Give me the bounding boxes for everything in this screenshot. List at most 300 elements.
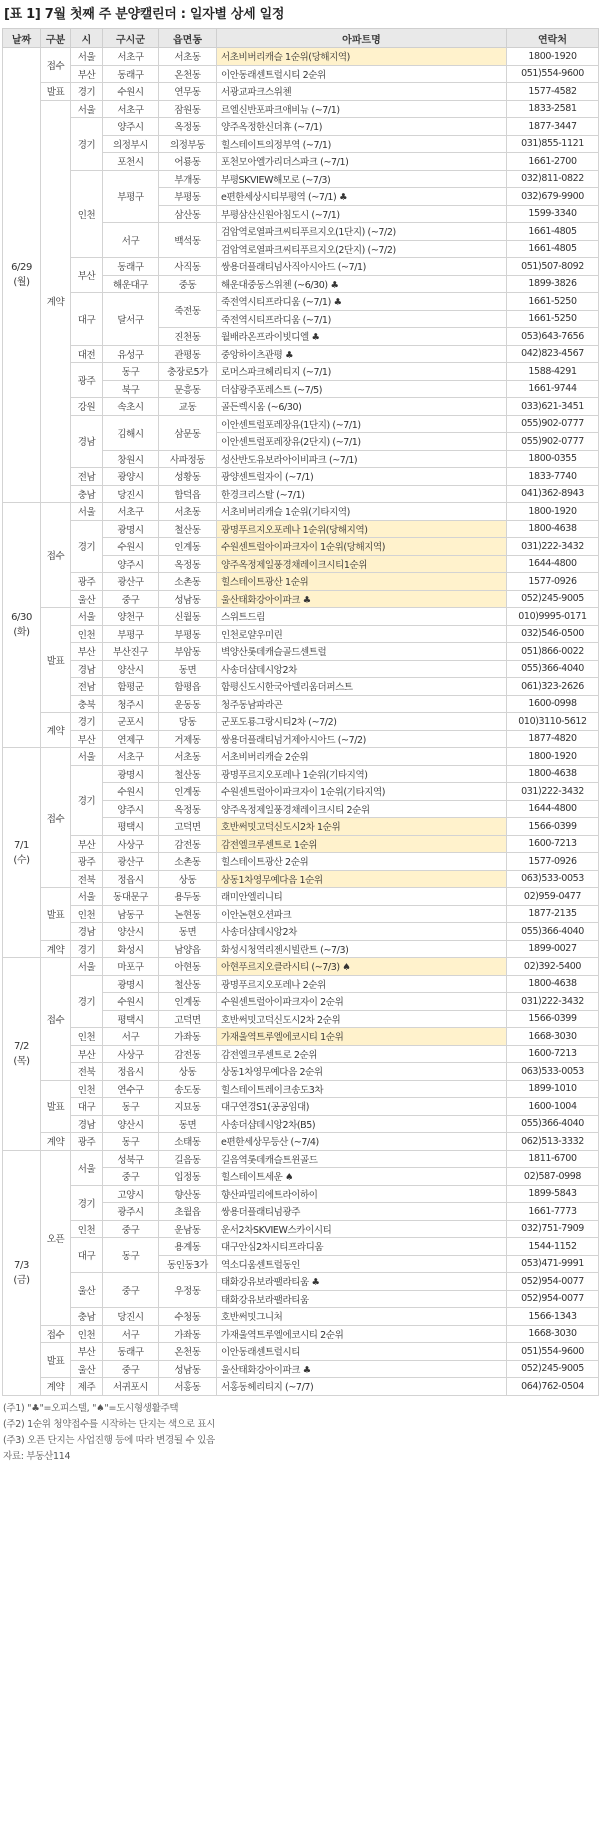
city-cell: 인천 (71, 1028, 103, 1046)
table-row (3, 1028, 599, 1046)
town-cell: 서홍동 (159, 1378, 217, 1396)
apartment-cell: 태화강유보라팰라티움 ♣ (217, 1273, 507, 1291)
district-cell: 동구 (103, 1133, 159, 1151)
apartment-cell: 대구안심2차시티프라디움 (217, 1238, 507, 1256)
contact-cell: 1600-7213 (507, 835, 599, 853)
town-cell: 송도동 (159, 1080, 217, 1098)
town-cell: 연무동 (159, 83, 217, 101)
table-row (3, 643, 599, 661)
contact-cell: 1877-2135 (507, 905, 599, 923)
town-cell: 합덕읍 (159, 485, 217, 503)
contact-cell: 1877-3447 (507, 118, 599, 136)
contact-cell: 02)959-0477 (507, 888, 599, 906)
town-cell: 감전동 (159, 835, 217, 853)
contact-cell: 063)533-0053 (507, 1063, 599, 1081)
city-cell: 광주 (71, 573, 103, 591)
contact-cell: 1800-1920 (507, 503, 599, 521)
contact-cell: 031)222-3432 (507, 538, 599, 556)
town-cell: 남양읍 (159, 940, 217, 958)
contact-cell: 1644-4800 (507, 555, 599, 573)
town-cell: 운동동 (159, 695, 217, 713)
district-cell: 동래구 (103, 1343, 159, 1361)
apartment-cell: 중앙하이츠관평 ♣ (217, 345, 507, 363)
apartment-cell: 역소디움센트럴동인 (217, 1255, 507, 1273)
category-cell: 오픈 (41, 1150, 71, 1325)
city-cell: 전북 (71, 1063, 103, 1081)
apartment-cell: 서초비버리캐슬 1순위(당해지역) (217, 48, 507, 66)
contact-cell: 1566-0399 (507, 1010, 599, 1028)
col-header: 읍면동 (159, 29, 217, 48)
town-cell: 논현동 (159, 905, 217, 923)
district-cell: 수원시 (103, 83, 159, 101)
table-row (3, 608, 599, 626)
district-cell: 마포구 (103, 958, 159, 976)
table-row (3, 958, 599, 976)
city-cell: 서울 (71, 1150, 103, 1185)
city-cell: 전북 (71, 870, 103, 888)
town-cell: 소태동 (159, 1133, 217, 1151)
town-cell: 진천동 (159, 328, 217, 346)
contact-cell: 055)902-0777 (507, 415, 599, 433)
contact-cell: 1577-0926 (507, 853, 599, 871)
apartment-cell: 상동1차영무예다음 1순위 (217, 870, 507, 888)
table-row (3, 1325, 599, 1343)
apartment-cell: 이안논현오션파크 (217, 905, 507, 923)
table-row (3, 940, 599, 958)
contact-cell: 032)811-0822 (507, 170, 599, 188)
district-cell: 속초시 (103, 398, 159, 416)
district-cell: 양산시 (103, 660, 159, 678)
city-cell: 부산 (71, 643, 103, 661)
city-cell: 광주 (71, 363, 103, 398)
district-cell: 당진시 (103, 1308, 159, 1326)
contact-cell: 063)533-0053 (507, 870, 599, 888)
city-cell: 경남 (71, 923, 103, 941)
district-cell: 서초구 (103, 748, 159, 766)
contact-cell: 1644-4800 (507, 800, 599, 818)
town-cell: 사직동 (159, 258, 217, 276)
district-cell: 부평구 (103, 170, 159, 223)
town-cell: 문흥동 (159, 380, 217, 398)
contact-cell: 052)954-0077 (507, 1290, 599, 1308)
district-cell: 유성구 (103, 345, 159, 363)
apartment-cell: 태화강유보라팰라티움 (217, 1290, 507, 1308)
apartment-cell: 쌍용더플래티넘거제아시아드 (~7/2) (217, 730, 507, 748)
table-row (3, 100, 599, 118)
contact-cell: 02)587-0998 (507, 1168, 599, 1186)
town-cell: 초월읍 (159, 1203, 217, 1221)
town-cell: 옥정동 (159, 555, 217, 573)
city-cell: 경남 (71, 1115, 103, 1133)
apartment-cell: e편한세상시티부평역 (~7/1) ♣ (217, 188, 507, 206)
contact-cell: 1811-6700 (507, 1150, 599, 1168)
town-cell: 충장로5가 (159, 363, 217, 381)
contact-cell: 1800-4638 (507, 765, 599, 783)
district-cell: 연제구 (103, 730, 159, 748)
table-row (3, 468, 599, 486)
town-cell: 동인동3가 (159, 1255, 217, 1273)
category-cell: 계약 (41, 100, 71, 503)
table-row (3, 293, 599, 311)
contact-cell: 1544-1152 (507, 1238, 599, 1256)
table-row (3, 83, 599, 101)
table-row (3, 835, 599, 853)
category-cell: 계약 (41, 713, 71, 748)
town-cell: 백석동 (159, 223, 217, 258)
apartment-cell: 검암역로열파크씨티푸르지오(2단지) (~7/2) (217, 240, 507, 258)
table-row (3, 853, 599, 871)
town-cell: 동면 (159, 1115, 217, 1133)
apartment-cell: 서홍동헤리티지 (~7/7) (217, 1378, 507, 1396)
apartment-cell: 힐스테이트광산 1순위 (217, 573, 507, 591)
contact-cell: 061)323-2626 (507, 678, 599, 696)
table-row (3, 1150, 599, 1168)
apartment-cell: 죽전역시티프라디움 (~7/1) ♣ (217, 293, 507, 311)
district-cell: 중구 (103, 1360, 159, 1378)
contact-cell: 053)471-9991 (507, 1255, 599, 1273)
apartment-cell: 서초비버리캐슬 1순위(기타지역) (217, 503, 507, 521)
contact-cell: 1661-2700 (507, 153, 599, 171)
city-cell: 전남 (71, 468, 103, 486)
town-cell: 삼문동 (159, 415, 217, 450)
apartment-cell: 화성시청역리젠시빌란트 (~7/3) (217, 940, 507, 958)
contact-cell: 055)366-4040 (507, 660, 599, 678)
city-cell: 제주 (71, 1378, 103, 1396)
contact-cell: 062)513-3332 (507, 1133, 599, 1151)
district-cell: 서귀포시 (103, 1378, 159, 1396)
contact-cell: 1599-3340 (507, 205, 599, 223)
town-cell: 소촌동 (159, 853, 217, 871)
table-row (3, 625, 599, 643)
table-row (3, 923, 599, 941)
table-row (3, 888, 599, 906)
apartment-cell: 수원센트럴아이파크자이 1순위(당해지역) (217, 538, 507, 556)
city-cell: 경기 (71, 118, 103, 171)
contact-cell: 1600-1004 (507, 1098, 599, 1116)
table-row (3, 573, 599, 591)
apartment-cell: 양주옥정한신더휴 (~7/1) (217, 118, 507, 136)
district-cell: 수원시 (103, 993, 159, 1011)
town-cell: 서초동 (159, 503, 217, 521)
header-row (3, 29, 599, 48)
town-cell: 인계동 (159, 993, 217, 1011)
town-cell: 동면 (159, 923, 217, 941)
category-cell: 접수 (41, 503, 71, 608)
contact-cell: 051)554-9600 (507, 65, 599, 83)
town-cell: 지묘동 (159, 1098, 217, 1116)
district-cell: 수원시 (103, 538, 159, 556)
city-cell: 대구 (71, 1238, 103, 1273)
table-row (3, 765, 599, 783)
district-cell: 서구 (103, 223, 159, 258)
contact-cell: 1661-4805 (507, 223, 599, 241)
apartment-cell: 아현푸르지오클라시티 (~7/3) ♠ (217, 958, 507, 976)
town-cell: 철산동 (159, 975, 217, 993)
district-cell: 동래구 (103, 258, 159, 276)
district-cell: 동대문구 (103, 888, 159, 906)
town-cell: 옥정동 (159, 800, 217, 818)
apartment-cell: 힐스테이트세운 ♠ (217, 1168, 507, 1186)
district-cell: 사상구 (103, 1045, 159, 1063)
district-cell: 중구 (103, 1168, 159, 1186)
city-cell: 서울 (71, 748, 103, 766)
apartment-cell: 골든렉시움 (~6/30) (217, 398, 507, 416)
district-cell: 수원시 (103, 783, 159, 801)
apartment-cell: 해운대중동스위첸 (~6/30) ♣ (217, 275, 507, 293)
city-cell: 경남 (71, 415, 103, 468)
district-cell: 포천시 (103, 153, 159, 171)
city-cell: 충북 (71, 695, 103, 713)
town-cell: 옥정동 (159, 118, 217, 136)
apartment-cell: 더샵광주포레스트 (~7/5) (217, 380, 507, 398)
city-cell: 서울 (71, 503, 103, 521)
category-cell: 접수 (41, 958, 71, 1081)
apartment-cell: 이안동래센트럴시티 (217, 1343, 507, 1361)
apartment-cell: 월배라온프라이빗디엘 ♣ (217, 328, 507, 346)
town-cell: 거제동 (159, 730, 217, 748)
contact-cell: 032)751-7909 (507, 1220, 599, 1238)
contact-cell: 1833-2581 (507, 100, 599, 118)
table-row (3, 590, 599, 608)
category-cell: 접수 (41, 48, 71, 83)
table-row (3, 170, 599, 188)
contact-cell: 031)222-3432 (507, 993, 599, 1011)
city-cell: 인천 (71, 1080, 103, 1098)
city-cell: 경기 (71, 1185, 103, 1220)
contact-cell: 1800-4638 (507, 975, 599, 993)
table-row (3, 1080, 599, 1098)
city-cell: 전남 (71, 678, 103, 696)
contact-cell: 033)621-3451 (507, 398, 599, 416)
town-cell: 잠원동 (159, 100, 217, 118)
apartment-cell: 인천로얄우미린 (217, 625, 507, 643)
town-cell: 우정동 (159, 1273, 217, 1308)
town-cell: 아현동 (159, 958, 217, 976)
district-cell: 서초구 (103, 503, 159, 521)
table-body (3, 48, 599, 1396)
contact-cell: 010)3110-5612 (507, 713, 599, 731)
contact-cell: 031)222-3432 (507, 783, 599, 801)
col-header: 시 (71, 29, 103, 48)
apartment-cell: 울산태화강아이파크 ♣ (217, 1360, 507, 1378)
col-header: 날짜 (3, 29, 41, 48)
city-cell: 인천 (71, 170, 103, 258)
town-cell: 감전동 (159, 1045, 217, 1063)
apartment-cell: 포천모아엘가리더스파크 (~7/1) (217, 153, 507, 171)
apartment-cell: 감전엘크루센트로 2순위 (217, 1045, 507, 1063)
district-cell: 의정부시 (103, 135, 159, 153)
district-cell: 평택시 (103, 1010, 159, 1028)
calendar-table (2, 28, 599, 1396)
table-title: [표 1] 7월 첫째 주 분양캘린더 : 일자별 상세 일정 (4, 7, 285, 22)
city-cell: 울산 (71, 1360, 103, 1378)
city-cell: 인천 (71, 625, 103, 643)
footnotes (3, 1401, 600, 1465)
town-cell: 중동 (159, 275, 217, 293)
apartment-cell: 사송더샵데시앙2차(B5) (217, 1115, 507, 1133)
district-cell: 광산구 (103, 573, 159, 591)
table-row (3, 520, 599, 538)
apartment-cell: 이안동래센트럴시티 2순위 (217, 65, 507, 83)
apartment-cell: e편한세상무등산 (~7/4) (217, 1133, 507, 1151)
district-cell: 양산시 (103, 923, 159, 941)
category-cell: 발표 (41, 1343, 71, 1378)
date-cell: 7/1 (수) (3, 748, 41, 958)
table-row (3, 1220, 599, 1238)
table-row (3, 415, 599, 433)
city-cell: 대전 (71, 345, 103, 363)
town-cell: 온천동 (159, 65, 217, 83)
contact-cell: 010)9995-0171 (507, 608, 599, 626)
contact-cell: 1661-7773 (507, 1203, 599, 1221)
town-cell: 온천동 (159, 1343, 217, 1361)
contact-cell: 1661-5250 (507, 310, 599, 328)
apartment-cell: 호반써밋고덕신도시2차 2순위 (217, 1010, 507, 1028)
apartment-cell: 양주옥정제일풍경채레이크시티1순위 (217, 555, 507, 573)
table-row (3, 398, 599, 416)
apartment-cell: 향산파밀리에트라이하이 (217, 1185, 507, 1203)
town-cell: 의정부동 (159, 135, 217, 153)
apartment-cell: 양주옥정제일풍경채레이크시티 2순위 (217, 800, 507, 818)
city-cell: 경기 (71, 713, 103, 731)
col-header: 구시군 (103, 29, 159, 48)
district-cell: 광명시 (103, 520, 159, 538)
town-cell: 고덕면 (159, 1010, 217, 1028)
apartment-cell: 로머스파크헤리티지 (~7/1) (217, 363, 507, 381)
town-cell: 삼산동 (159, 205, 217, 223)
town-cell: 가좌동 (159, 1325, 217, 1343)
footnote: (주2) 1순위 청약접수를 시작하는 단지는 색으로 표시 (3, 1418, 216, 1430)
col-header: 아파트명 (217, 29, 507, 48)
district-cell: 화성시 (103, 940, 159, 958)
contact-cell: 042)823-4567 (507, 345, 599, 363)
apartment-cell: 수원센트럴아이파크자이 1순위(기타지역) (217, 783, 507, 801)
apartment-cell: 벽양산롯데캐슬골드센트럴 (217, 643, 507, 661)
apartment-cell: 울산태화강아이파크 ♣ (217, 590, 507, 608)
district-cell: 군포시 (103, 713, 159, 731)
town-cell: 성남동 (159, 590, 217, 608)
contact-cell: 1566-0399 (507, 818, 599, 836)
category-cell: 발표 (41, 608, 71, 713)
district-cell: 동래구 (103, 65, 159, 83)
table-row (3, 1360, 599, 1378)
town-cell: 가좌동 (159, 1028, 217, 1046)
district-cell: 중구 (103, 1220, 159, 1238)
city-cell: 서울 (71, 48, 103, 66)
city-cell: 인천 (71, 1325, 103, 1343)
town-cell: 수청동 (159, 1308, 217, 1326)
contact-cell: 1588-4291 (507, 363, 599, 381)
district-cell: 광명시 (103, 765, 159, 783)
city-cell: 부산 (71, 1045, 103, 1063)
contact-cell: 053)643-7656 (507, 328, 599, 346)
contact-cell: 1566-1343 (507, 1308, 599, 1326)
contact-cell: 1600-0998 (507, 695, 599, 713)
city-cell: 부산 (71, 258, 103, 293)
city-cell: 대구 (71, 1098, 103, 1116)
apartment-cell: 검암역로열파크씨티푸르지오(1단지) (~7/2) (217, 223, 507, 241)
contact-cell: 064)762-0504 (507, 1378, 599, 1396)
town-cell: 상동 (159, 1063, 217, 1081)
apartment-cell: 서광교파크스위첸 (217, 83, 507, 101)
apartment-cell: 상동1차영무예다음 2순위 (217, 1063, 507, 1081)
district-cell: 청주시 (103, 695, 159, 713)
district-cell: 광명시 (103, 975, 159, 993)
district-cell: 광양시 (103, 468, 159, 486)
city-cell: 경기 (71, 83, 103, 101)
district-cell: 정읍시 (103, 870, 159, 888)
apartment-cell: 르엘신반포파크애비뉴 (~7/1) (217, 100, 507, 118)
table-row (3, 48, 599, 66)
apartment-cell: 부평SKVIEW해모로 (~7/3) (217, 170, 507, 188)
contact-cell: 051)866-0022 (507, 643, 599, 661)
district-cell: 동구 (103, 1238, 159, 1273)
table-row (3, 503, 599, 521)
table-row (3, 258, 599, 276)
contact-cell: 1661-4805 (507, 240, 599, 258)
city-cell: 부산 (71, 835, 103, 853)
apartment-cell: 운서2차SKVIEW스카이시티 (217, 1220, 507, 1238)
apartment-cell: 수원센트럴아이파크자이 2순위 (217, 993, 507, 1011)
contact-cell: 051)554-9600 (507, 1343, 599, 1361)
table-row (3, 485, 599, 503)
district-cell: 고양시 (103, 1185, 159, 1203)
city-cell: 서울 (71, 100, 103, 118)
district-cell: 양주시 (103, 800, 159, 818)
contact-cell: 1800-4638 (507, 520, 599, 538)
contact-cell: 1899-5843 (507, 1185, 599, 1203)
district-cell: 중구 (103, 590, 159, 608)
town-cell: 길음동 (159, 1150, 217, 1168)
district-cell: 남동구 (103, 905, 159, 923)
table-row (3, 975, 599, 993)
town-cell: 사파정동 (159, 450, 217, 468)
apartment-cell: 힐스테이트의정부역 (~7/1) (217, 135, 507, 153)
table-row (3, 363, 599, 381)
apartment-cell: 성산반도유보라아이비파크 (~7/1) (217, 450, 507, 468)
category-cell: 발표 (41, 83, 71, 101)
district-cell: 성북구 (103, 1150, 159, 1168)
table-row (3, 678, 599, 696)
city-cell: 서울 (71, 608, 103, 626)
table-row (3, 1185, 599, 1203)
apartment-cell: 대구연경S1(공공임대) (217, 1098, 507, 1116)
date-cell: 6/29 (월) (3, 48, 41, 503)
town-cell: 향산동 (159, 1185, 217, 1203)
table-row (3, 1115, 599, 1133)
district-cell: 부산진구 (103, 643, 159, 661)
district-cell: 광주시 (103, 1203, 159, 1221)
table-row (3, 1308, 599, 1326)
category-cell: 계약 (41, 1378, 71, 1396)
town-cell: 죽전동 (159, 293, 217, 328)
contact-cell: 052)245-9005 (507, 590, 599, 608)
district-cell: 서초구 (103, 48, 159, 66)
city-cell: 경기 (71, 975, 103, 1028)
town-cell: 용두동 (159, 888, 217, 906)
apartment-cell: 호반써밋그니처 (217, 1308, 507, 1326)
apartment-cell: 죽전역시티프라디움 (~7/1) (217, 310, 507, 328)
table-row (3, 905, 599, 923)
footnote: (주1) "♣"=오피스텔, "♠"=도시형생활주택 (3, 1402, 179, 1414)
district-cell: 양주시 (103, 118, 159, 136)
apartment-cell: 래미안엘리니티 (217, 888, 507, 906)
category-cell: 접수 (41, 748, 71, 888)
table-row (3, 1063, 599, 1081)
town-cell: 동면 (159, 660, 217, 678)
town-cell: 함평읍 (159, 678, 217, 696)
city-cell: 경남 (71, 660, 103, 678)
